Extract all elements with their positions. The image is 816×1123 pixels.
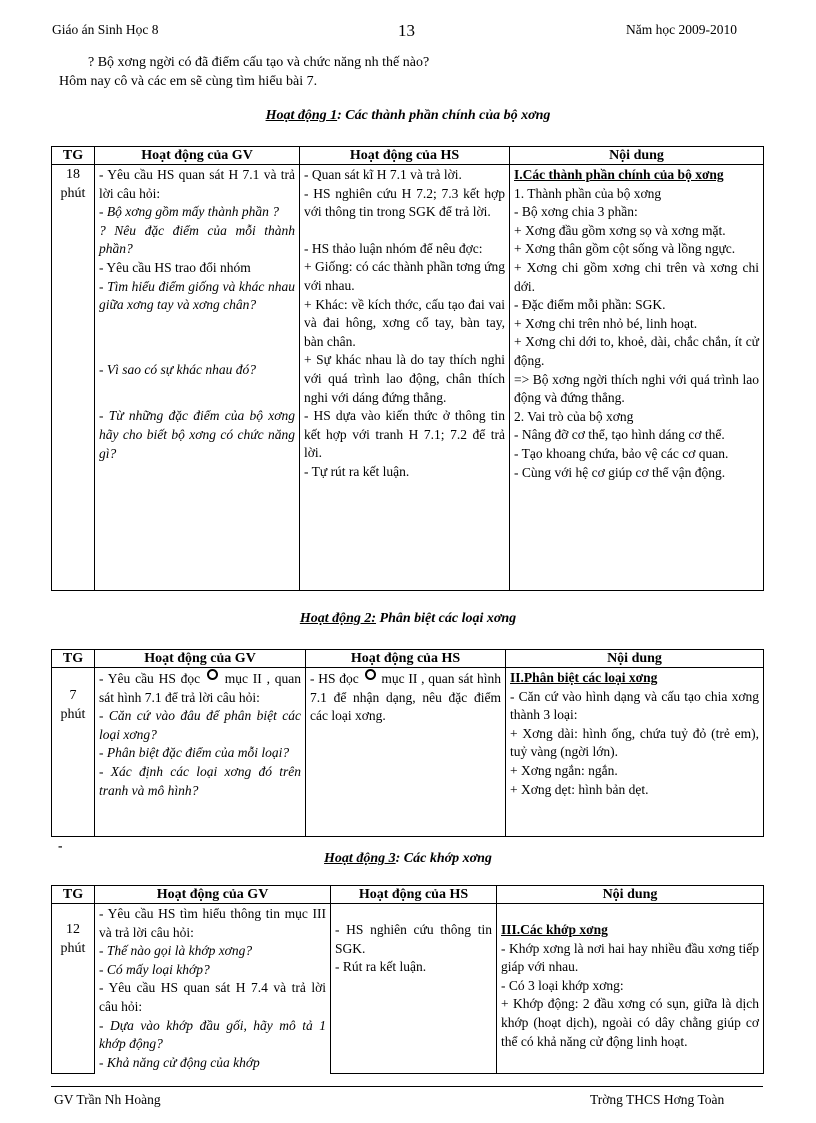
gv-cell [95, 668, 306, 837]
content-line: - Nâng đỡ cơ thể, tạo hình dáng cơ thể. [514, 427, 725, 443]
content-section-title: I.Các thành phần chính của bộ xơng [514, 167, 724, 182]
hs-line: - HS nghiên cứu thông tin SGK. [335, 922, 492, 956]
gv-cell [95, 904, 331, 1074]
time-unit: phút [60, 185, 86, 201]
col-header-content: Nội dung [497, 886, 764, 904]
content-section-title: III.Các khớp xơng [501, 922, 608, 937]
content-line: + Xơng chi trên nhỏ bé, linh hoạt. [514, 315, 698, 331]
gv-read-instruction-rest: mục II , quan sát hình 7.1 để trả lời câu hỏi: [99, 671, 301, 705]
table-row [52, 668, 764, 837]
col-header-hs: Hoạt động của HS [331, 886, 497, 904]
content-line: - Cùng với hệ cơ giúp cơ thể vận động. [514, 464, 726, 480]
table-header-row [52, 147, 764, 165]
time-value: 12 [66, 922, 80, 937]
hs-line: - Quan sát kĩ H 7.1 và trả lời. [304, 167, 462, 182]
page-number: 13 [398, 21, 415, 40]
header-left: Giáo án Sinh Học 8 [52, 22, 159, 37]
gv-question: - Căn cứ vào đâu để phân biệt các loại xơng? [99, 708, 301, 742]
hs-read-instruction: - HS đọc [310, 671, 359, 686]
content-line: - Đặc điểm mỗi phần: SGK. [514, 297, 666, 313]
col-header-gv: Hoạt động của GV [95, 650, 306, 668]
activity-2-title [0, 611, 816, 627]
gv-read-instruction: - Yêu cầu HS đọc [99, 671, 201, 686]
hs-cell [306, 668, 506, 837]
time-unit: phút [60, 940, 86, 956]
gv-question: - Bộ xơng gồm mấy thành phần ? [99, 204, 280, 220]
activity-3-title-label: Hoạt động 3 [324, 851, 396, 866]
content-line: + Xơng dẹt: hình bản dẹt. [510, 781, 649, 797]
circle-bullet-icon [207, 669, 218, 680]
activity-3-title [0, 851, 816, 867]
gv-question: - Thế nào gọi là khớp xơng? [99, 943, 253, 959]
table-header-row [52, 886, 764, 904]
activity-1-title-label: Hoạt động 1 [265, 108, 338, 123]
hs-line: - HS nghiên cứu H 7.2; 7.3 kết hợp với thông tin trong SGK để trả lời. [304, 185, 505, 220]
hs-cell [300, 165, 510, 591]
content-line: + Xơng dài: hình ống, chứa tuỷ đỏ (trẻ em), tuỷ vàng (ngời lớn). [510, 725, 759, 760]
hs-line: - HS thảo luận nhóm để nêu đợc: [304, 240, 483, 256]
hs-line: - Rút ra kết luận. [335, 959, 427, 975]
intro-statement: Hôm nay cô và các em sẽ cùng tìm hiểu bài 7. [59, 74, 318, 89]
content-line: + Xơng thân gồm cột sống và lồng ngực. [514, 241, 736, 257]
content-line: 1. Thành phần của bộ xơng [514, 185, 662, 201]
col-header-hs: Hoạt động của HS [300, 147, 510, 165]
activity-1-title [0, 108, 816, 124]
hs-line: - HS dựa vào kiến thức ở thông tin kết hợp với tranh H 7.1; 7.2 để trả lời. [304, 408, 505, 461]
gv-question: - Tìm hiểu điểm giống và khác nhau giữa xơng tay và xơng chân? [99, 278, 295, 313]
gv-line: - Yêu cầu HS tìm hiểu thông tin mục III và trả lời câu hỏi: [99, 906, 326, 940]
footer-rule [51, 1086, 763, 1087]
gv-line: - Yêu cầu HS quan sát H 7.4 và trả lời câu hỏi: [99, 980, 326, 1014]
activity-3-title-text: : Các khớp xơng [395, 851, 492, 866]
gv-question: - Vì sao có sự khác nhau đó? [99, 361, 256, 377]
gv-line [99, 669, 301, 707]
content-section-title: II.Phân biệt các loại xơng [510, 670, 658, 685]
time-cell [52, 904, 95, 1074]
content-cell [497, 904, 764, 1074]
hs-line: + Sự khác nhau là do tay thích nghi với quá trình lao động, chân thích nghi với dáng đứng thẳng. [304, 352, 505, 405]
hs-read-instruction-rest: mục II , quan sát hình 7.1 để nhận dạng, nêu đặc điểm các loại xơng. [310, 671, 501, 724]
content-cell [510, 165, 764, 591]
col-header-content: Nội dung [510, 147, 764, 165]
content-line: - Bộ xơng chia 3 phần: [514, 204, 638, 220]
gv-line: - Yêu cầu HS quan sát H 7.1 và trả lời câu hỏi: [99, 167, 295, 201]
col-header-content: Nội dung [506, 650, 764, 668]
footer-left: GV Trần Nh Hoàng [54, 1092, 161, 1107]
time-value: 18 [66, 167, 80, 182]
content-line: => Bộ xơng ngời thích nghi với quá trình lao động và đứng thẳng. [514, 371, 759, 406]
time-cell [52, 165, 95, 591]
gv-question: - Có mấy loại khớp? [99, 961, 210, 977]
gv-question: - Từ những đặc điểm của bộ xơng hãy cho biết bộ xơng có chức năng gì? [99, 408, 295, 461]
activity-1-table [51, 146, 764, 591]
hs-cell [331, 904, 497, 1074]
gv-question: - Dựa vào khớp đầu gối, hãy mô tả 1 khớp động? [99, 1017, 326, 1052]
hs-line [310, 669, 501, 726]
stray-dash: - [58, 838, 63, 853]
content-line: + Khớp động: 2 đầu xơng có sụn, giữa là dịch khớp (hoạt dịch), ngoài có dây chằng giúp cơ thể có khả năng cử động linh hoạt. [501, 996, 759, 1049]
footer-right: Trờng THCS Hơng Toàn [590, 1092, 725, 1107]
content-line: + Xơng ngắn: ngắn. [510, 762, 618, 778]
content-line: - Căn cứ vào hình dạng và cấu tạo chia xơng thành 3 loại: [510, 688, 759, 723]
gv-cell [95, 165, 300, 591]
gv-question: - Khả năng cử động của khớp [99, 1054, 260, 1070]
content-line: - Tạo khoang chứa, bảo vệ các cơ quan. [514, 445, 729, 461]
content-line: - Khớp xơng là nơi hai hay nhiều đầu xơng tiếp giáp với nhau. [501, 940, 759, 975]
table-header-row [52, 650, 764, 668]
content-line: + Xơng chi dới to, khoẻ, dài, chắc chắn, ít cử động. [514, 334, 759, 368]
gv-question: ? Nêu đặc điểm của mỗi thành phần? [99, 222, 295, 257]
col-header-hs: Hoạt động của HS [306, 650, 506, 668]
activity-2-title-label: Hoạt động 2: [299, 611, 377, 626]
col-header-gv: Hoạt động của GV [95, 886, 331, 904]
col-header-tg: TG [52, 650, 95, 668]
circle-bullet-icon [365, 669, 376, 680]
content-cell [506, 668, 764, 837]
activity-2-title-text: Phân biệt các loại xơng [376, 611, 517, 626]
hs-line: + Giống: có các thành phần tơng ứng với nhau. [304, 259, 505, 293]
col-header-tg: TG [52, 886, 95, 904]
activity-3-table [51, 885, 764, 1074]
content-line: + Xơng đầu gồm xơng sọ và xơng mặt. [514, 222, 726, 238]
activity-2-table [51, 649, 764, 837]
gv-line: - Yêu cầu HS trao đổi nhóm [99, 259, 251, 275]
table-row [52, 904, 764, 1074]
gv-question: - Phân biệt đặc điểm của mỗi loại? [99, 745, 290, 761]
content-line: + Xơng chi gồm xơng chi trên và xơng chi dới. [514, 259, 759, 294]
content-line: 2. Vai trò của bộ xơng [514, 408, 634, 424]
intro-question: ? Bộ xơng ngời có đã điểm cấu tạo và chức năng nh thế nào? [88, 55, 430, 70]
time-cell [52, 668, 95, 837]
col-header-gv: Hoạt động của GV [95, 147, 300, 165]
header-right: Năm học 2009-2010 [626, 22, 737, 37]
activity-1-title-text: : Các thành phần chính của bộ xơng [337, 108, 551, 123]
content-line: - Có 3 loại khớp xơng: [501, 977, 624, 993]
hs-line: - Tự rút ra kết luận. [304, 463, 410, 479]
hs-line: + Khác: về kích thớc, cấu tạo đai vai và đai hông, xơng cổ tay, bàn tay, bàn chân. [304, 296, 505, 349]
col-header-tg: TG [52, 147, 95, 165]
gv-question: - Xác định các loại xơng đó trên tranh và mô hình? [99, 763, 301, 798]
time-unit: phút [60, 706, 86, 722]
time-value: 7 [69, 688, 77, 703]
table-row [52, 165, 764, 591]
